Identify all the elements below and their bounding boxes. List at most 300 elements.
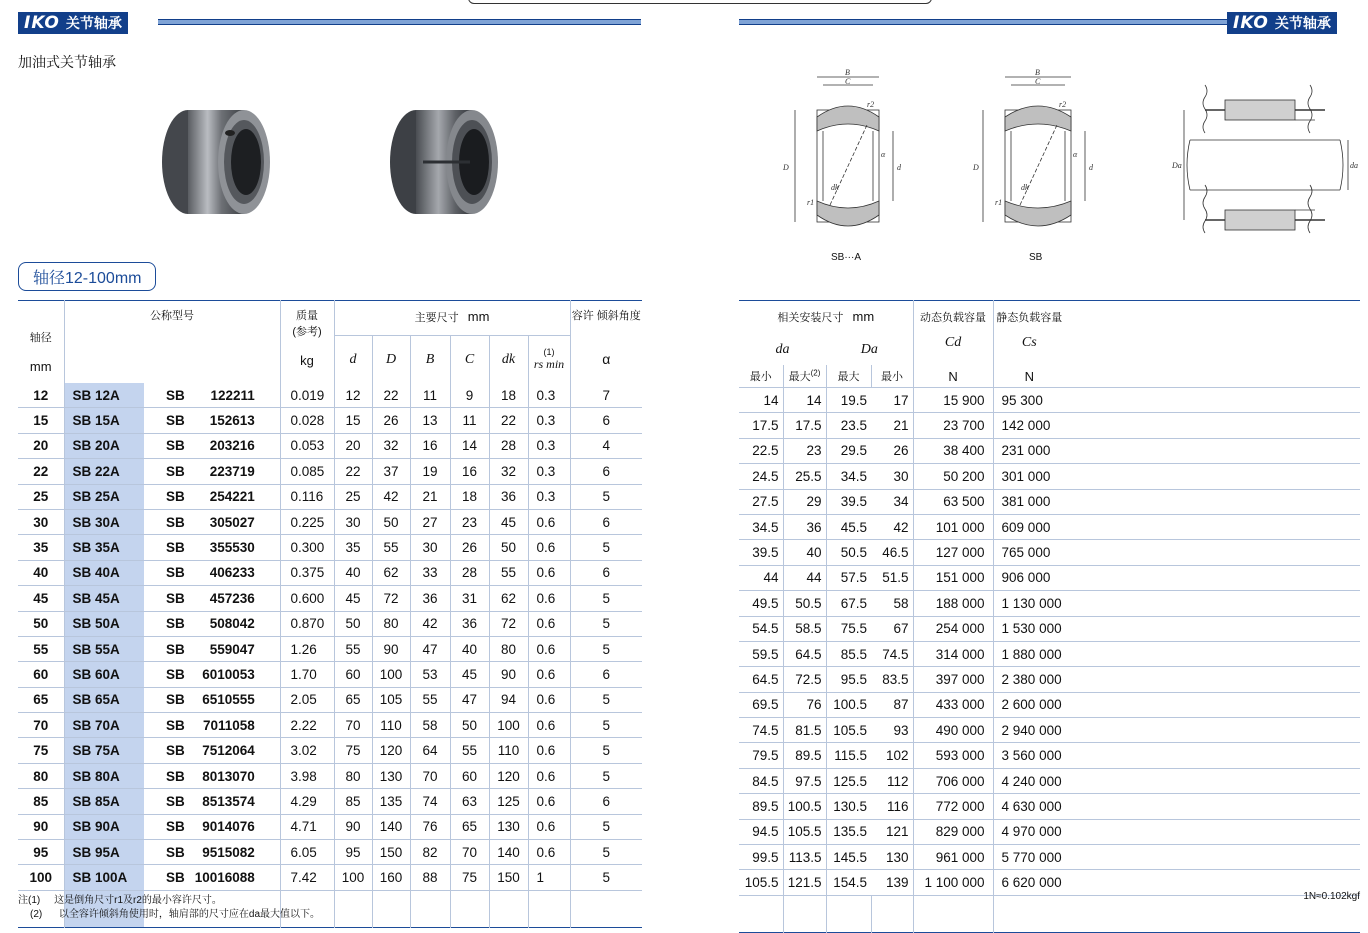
table-cell: 142 000 bbox=[993, 413, 1065, 438]
cell-model-code: 457236 bbox=[209, 590, 255, 606]
cell-model-prefix: SB bbox=[166, 540, 185, 556]
label-D: D bbox=[783, 163, 789, 172]
table-cell: SB 100A bbox=[64, 865, 144, 890]
table-cell: 24.5 bbox=[739, 464, 783, 489]
cell-model-prefix: SB bbox=[166, 666, 185, 682]
table-cell: 301 000 bbox=[993, 464, 1065, 489]
table-cell: 6 bbox=[570, 509, 642, 534]
table-row bbox=[739, 616, 1360, 641]
cell-model-code: 6010053 bbox=[202, 666, 255, 682]
table-cell: 102 bbox=[871, 743, 913, 768]
cell-model-prefix: SB bbox=[166, 463, 185, 479]
table-row bbox=[18, 738, 642, 763]
cell-model-sb bbox=[144, 789, 280, 814]
table-cell: 55 bbox=[372, 535, 410, 560]
table-row bbox=[739, 819, 1360, 844]
table-cell: 1 100 000 bbox=[913, 870, 993, 895]
table-cell: 55 bbox=[334, 636, 372, 661]
h-D: D bbox=[372, 336, 410, 384]
table-cell: 22 bbox=[334, 459, 372, 484]
table-row bbox=[739, 743, 1360, 768]
cell-model-prefix: SB bbox=[166, 870, 185, 886]
table-cell: 593 000 bbox=[913, 743, 993, 768]
header-title: 关节轴承 bbox=[1274, 15, 1331, 31]
shaft-range-label: 轴径12-100mm bbox=[18, 262, 156, 291]
table-cell: 74.5 bbox=[871, 641, 913, 666]
table-cell bbox=[1065, 514, 1360, 539]
top-frame bbox=[468, 0, 932, 4]
table-cell: 0.300 bbox=[280, 535, 334, 560]
table-cell: 40 bbox=[18, 560, 64, 585]
table-cell: 1.26 bbox=[280, 636, 334, 661]
table-cell: 1 bbox=[528, 865, 570, 890]
h-N1: N bbox=[913, 365, 993, 388]
table-row bbox=[18, 433, 642, 458]
table-cell: 0.6 bbox=[528, 636, 570, 661]
label-dk: dk bbox=[831, 183, 839, 192]
table-cell: 50 bbox=[372, 509, 410, 534]
table-cell: 89.5 bbox=[739, 794, 783, 819]
table-row bbox=[18, 687, 642, 712]
table-cell: 0.3 bbox=[528, 383, 570, 408]
table-cell: 135 bbox=[372, 789, 410, 814]
table-cell: 75 bbox=[450, 865, 489, 890]
table-cell: 67.5 bbox=[826, 591, 871, 616]
cell-model-prefix: SB bbox=[166, 768, 185, 784]
table-cell: 37 bbox=[372, 459, 410, 484]
table-cell: 0.6 bbox=[528, 509, 570, 534]
table-cell: 0.6 bbox=[528, 814, 570, 839]
table-cell: 13 bbox=[410, 408, 450, 433]
table-cell: 85.5 bbox=[826, 641, 871, 666]
table-cell: 25 bbox=[334, 484, 372, 509]
table-cell: 22 bbox=[372, 383, 410, 408]
table-cell: 254 000 bbox=[913, 616, 993, 641]
table-row bbox=[739, 514, 1360, 539]
table-cell: 381 000 bbox=[993, 489, 1065, 514]
table-cell: 30 bbox=[334, 509, 372, 534]
table-cell: 5 bbox=[570, 636, 642, 661]
table-cell: 120 bbox=[372, 738, 410, 763]
table-cell: 47 bbox=[410, 636, 450, 661]
table-row bbox=[18, 560, 642, 585]
table-cell: 55 bbox=[18, 636, 64, 661]
header-logo-right bbox=[1227, 12, 1337, 34]
table-cell: 26 bbox=[450, 535, 489, 560]
table-cell: SB 20A bbox=[64, 433, 144, 458]
table-cell: 45.5 bbox=[826, 514, 871, 539]
table-cell bbox=[1065, 718, 1360, 743]
table-cell: 0.019 bbox=[280, 383, 334, 408]
cell-model-prefix: SB bbox=[166, 641, 185, 657]
table-cell: 23 bbox=[783, 438, 826, 463]
table-row bbox=[739, 870, 1360, 895]
table-cell: 3.98 bbox=[280, 763, 334, 788]
table-cell: 1 880 000 bbox=[993, 641, 1065, 666]
unit-conversion: 1N≈0.102kgf bbox=[1303, 891, 1360, 902]
label-B: B bbox=[845, 68, 850, 77]
table-cell: 85 bbox=[18, 789, 64, 814]
table-cell: 62 bbox=[489, 586, 528, 611]
table-cell: 36 bbox=[489, 484, 528, 509]
table-cell: 4 970 000 bbox=[993, 819, 1065, 844]
table-cell: 70 bbox=[410, 763, 450, 788]
label-d: d bbox=[1089, 163, 1093, 172]
h-tilt: 容许 倾斜角度 bbox=[570, 301, 642, 336]
table-cell: 21 bbox=[871, 413, 913, 438]
table-cell: 76 bbox=[783, 692, 826, 717]
h-model: 公称型号 bbox=[64, 301, 280, 336]
table-cell: 55 bbox=[450, 738, 489, 763]
h-alpha: α bbox=[570, 336, 642, 384]
table-cell: 70 bbox=[334, 713, 372, 738]
table-cell: 31 bbox=[450, 586, 489, 611]
table-cell: 27 bbox=[410, 509, 450, 534]
table-cell: SB 55A bbox=[64, 636, 144, 661]
table-cell: 231 000 bbox=[993, 438, 1065, 463]
table-cell: 0.6 bbox=[528, 713, 570, 738]
table-cell: 15 bbox=[18, 408, 64, 433]
table-cell: 79.5 bbox=[739, 743, 783, 768]
table-cell: 4.71 bbox=[280, 814, 334, 839]
table-cell: 82 bbox=[410, 840, 450, 865]
table-cell: 90 bbox=[489, 662, 528, 687]
table-cell: 88 bbox=[410, 865, 450, 890]
table-cell bbox=[1065, 641, 1360, 666]
table-cell: 40 bbox=[783, 540, 826, 565]
table-cell: 0.3 bbox=[528, 408, 570, 433]
label-r2: r2 bbox=[867, 100, 875, 109]
cell-model-sb bbox=[144, 535, 280, 560]
table-cell bbox=[1065, 819, 1360, 844]
table-cell: 5 bbox=[570, 484, 642, 509]
table-cell bbox=[1065, 464, 1360, 489]
table-cell: 46.5 bbox=[871, 540, 913, 565]
right-table-body bbox=[739, 388, 1360, 896]
table-cell: 63 bbox=[450, 789, 489, 814]
table-cell: 0.375 bbox=[280, 560, 334, 585]
table-cell: 42 bbox=[372, 484, 410, 509]
cell-model-code: 7512064 bbox=[202, 743, 255, 759]
h-min: 最小 bbox=[749, 371, 772, 383]
table-cell: 15 bbox=[334, 408, 372, 433]
table-cell: 36 bbox=[783, 514, 826, 539]
table-row bbox=[739, 388, 1360, 413]
table-cell: 60 bbox=[450, 763, 489, 788]
cell-model-prefix: SB bbox=[166, 489, 185, 505]
table-cell: 5 bbox=[570, 687, 642, 712]
table-cell: 81.5 bbox=[783, 718, 826, 743]
label-r2: r2 bbox=[1059, 100, 1067, 109]
table-cell: 53 bbox=[410, 662, 450, 687]
h-Cd: Cd bbox=[913, 335, 993, 365]
header-title: 关节轴承 bbox=[65, 15, 122, 31]
table-row bbox=[18, 814, 642, 839]
table-cell: 0.116 bbox=[280, 484, 334, 509]
table-cell: 127 000 bbox=[913, 540, 993, 565]
table-cell: 0.053 bbox=[280, 433, 334, 458]
table-cell: 9 bbox=[450, 383, 489, 408]
cell-model-prefix: SB bbox=[166, 717, 185, 733]
cell-model-code: 508042 bbox=[209, 616, 255, 632]
table-cell: 69.5 bbox=[739, 692, 783, 717]
table-cell: 0.6 bbox=[528, 763, 570, 788]
table-cell bbox=[1065, 388, 1360, 413]
table-cell: 1 530 000 bbox=[993, 616, 1065, 641]
table-cell: 112 bbox=[871, 768, 913, 793]
table-cell: 5 770 000 bbox=[993, 845, 1065, 870]
table-cell: 188 000 bbox=[913, 591, 993, 616]
h-mass: 质量 (参考) kg bbox=[280, 301, 334, 384]
cell-model-sb bbox=[144, 840, 280, 865]
cell-model-code: 559047 bbox=[209, 641, 255, 657]
cell-model-code: 7011058 bbox=[202, 717, 255, 733]
drawing-sb bbox=[965, 65, 1105, 240]
h-d: d bbox=[334, 336, 372, 384]
table-cell: 40 bbox=[334, 560, 372, 585]
table-cell: 44 bbox=[739, 565, 783, 590]
cell-model-prefix: SB bbox=[166, 844, 185, 860]
cell-model-sb bbox=[144, 713, 280, 738]
h-N2: N bbox=[993, 365, 1065, 388]
table-cell: 115.5 bbox=[826, 743, 871, 768]
table-row bbox=[18, 662, 642, 687]
table-cell: 1 130 000 bbox=[993, 591, 1065, 616]
cell-model-sb bbox=[144, 484, 280, 509]
table-row bbox=[18, 586, 642, 611]
table-cell: 35 bbox=[18, 535, 64, 560]
table-cell: 50.5 bbox=[826, 540, 871, 565]
table-cell: 0.6 bbox=[528, 535, 570, 560]
table-cell: 36 bbox=[450, 611, 489, 636]
cell-model-sb bbox=[144, 509, 280, 534]
table-cell: 72 bbox=[489, 611, 528, 636]
table-cell: 0.6 bbox=[528, 738, 570, 763]
cell-model-code: 122211 bbox=[210, 387, 255, 403]
table-cell: 80 bbox=[489, 636, 528, 661]
table-cell: 60 bbox=[334, 662, 372, 687]
table-cell: 5 bbox=[570, 713, 642, 738]
table-row bbox=[739, 641, 1360, 666]
table-cell: 44 bbox=[783, 565, 826, 590]
table-cell: 65 bbox=[334, 687, 372, 712]
table-cell: 26 bbox=[372, 408, 410, 433]
table-cell: SB 22A bbox=[64, 459, 144, 484]
table-cell: 19 bbox=[410, 459, 450, 484]
table-cell: 14 bbox=[450, 433, 489, 458]
table-cell: 84.5 bbox=[739, 768, 783, 793]
table-cell: SB 30A bbox=[64, 509, 144, 534]
table-cell: 38 400 bbox=[913, 438, 993, 463]
table-cell: 0.6 bbox=[528, 586, 570, 611]
table-cell: 100 bbox=[372, 662, 410, 687]
table-cell: 27.5 bbox=[739, 489, 783, 514]
table-cell: 95 bbox=[18, 840, 64, 865]
h-min2: 最小 bbox=[871, 365, 913, 388]
drawing-sb-a bbox=[775, 65, 915, 240]
table-cell bbox=[1065, 591, 1360, 616]
table-cell: 314 000 bbox=[913, 641, 993, 666]
table-cell: 22 bbox=[18, 459, 64, 484]
table-cell: 34 bbox=[871, 489, 913, 514]
cell-model-code: 203216 bbox=[209, 438, 255, 454]
h-rs: (1) rs min bbox=[528, 336, 570, 384]
label-C: C bbox=[845, 77, 851, 86]
drawing-mounting bbox=[1170, 80, 1360, 250]
table-cell: 33 bbox=[410, 560, 450, 585]
table-row bbox=[739, 845, 1360, 870]
h-stat: 静态负载容量 bbox=[993, 301, 1065, 336]
table-cell: 20 bbox=[18, 433, 64, 458]
table-cell: 5 bbox=[570, 763, 642, 788]
table-cell: 490 000 bbox=[913, 718, 993, 743]
cell-model-sb bbox=[144, 763, 280, 788]
table-cell: 65 bbox=[450, 814, 489, 839]
label-alpha: α bbox=[1073, 150, 1078, 159]
table-cell: 100 bbox=[334, 865, 372, 890]
table-cell: 0.6 bbox=[528, 840, 570, 865]
left-spec-table bbox=[18, 300, 642, 928]
table-cell: 150 bbox=[372, 840, 410, 865]
table-cell: 51.5 bbox=[871, 565, 913, 590]
table-cell: 16 bbox=[450, 459, 489, 484]
table-cell bbox=[1065, 489, 1360, 514]
table-cell bbox=[1065, 692, 1360, 717]
table-cell: 22.5 bbox=[739, 438, 783, 463]
h-Da: Da bbox=[860, 342, 878, 357]
table-cell: 105 bbox=[372, 687, 410, 712]
table-cell: 42 bbox=[871, 514, 913, 539]
table-cell: 64.5 bbox=[739, 667, 783, 692]
table-cell: 72.5 bbox=[783, 667, 826, 692]
table-cell: 47 bbox=[450, 687, 489, 712]
table-cell: 23.5 bbox=[826, 413, 871, 438]
table-cell: 0.085 bbox=[280, 459, 334, 484]
table-cell: 34.5 bbox=[739, 514, 783, 539]
cell-model-code: 254221 bbox=[209, 489, 255, 505]
table-row bbox=[739, 794, 1360, 819]
table-cell: 3.02 bbox=[280, 738, 334, 763]
table-cell: 160 bbox=[372, 865, 410, 890]
note-1: 注(1) 这是倒角尺寸r1及r2的最小容许尺寸。 bbox=[18, 895, 222, 906]
table-cell: 110 bbox=[489, 738, 528, 763]
table-row bbox=[18, 408, 642, 433]
table-cell: 65 bbox=[18, 687, 64, 712]
table-cell: 5 bbox=[570, 611, 642, 636]
cell-model-sb bbox=[144, 611, 280, 636]
table-cell: 130.5 bbox=[826, 794, 871, 819]
cell-model-prefix: SB bbox=[166, 616, 185, 632]
cell-model-sb bbox=[144, 865, 280, 890]
table-cell: 121 bbox=[871, 819, 913, 844]
table-cell: 6 bbox=[570, 459, 642, 484]
table-cell: 29 bbox=[783, 489, 826, 514]
h-max: 最大 bbox=[826, 365, 871, 388]
table-cell: 961 000 bbox=[913, 845, 993, 870]
table-cell: 906 000 bbox=[993, 565, 1065, 590]
table-cell: 25 bbox=[18, 484, 64, 509]
table-cell: 0.3 bbox=[528, 484, 570, 509]
h-dyn: 动态负载容量 bbox=[913, 301, 993, 336]
table-cell: 100 bbox=[489, 713, 528, 738]
table-cell: SB 12A bbox=[64, 383, 144, 408]
table-cell: 58 bbox=[410, 713, 450, 738]
table-cell: 22 bbox=[489, 408, 528, 433]
table-row bbox=[18, 636, 642, 661]
cell-model-prefix: SB bbox=[166, 590, 185, 606]
cell-model-prefix: SB bbox=[166, 514, 185, 530]
table-cell: 75.5 bbox=[826, 616, 871, 641]
table-cell: 80 bbox=[18, 763, 64, 788]
table-cell: 50 bbox=[18, 611, 64, 636]
table-cell: 85 bbox=[334, 789, 372, 814]
table-cell: 19.5 bbox=[826, 388, 871, 413]
table-cell: 11 bbox=[450, 408, 489, 433]
table-cell: 62 bbox=[372, 560, 410, 585]
table-cell: 6.05 bbox=[280, 840, 334, 865]
table-cell: 29.5 bbox=[826, 438, 871, 463]
table-cell bbox=[1065, 743, 1360, 768]
table-cell: 2.22 bbox=[280, 713, 334, 738]
table-cell bbox=[1065, 413, 1360, 438]
table-cell: 34.5 bbox=[826, 464, 871, 489]
table-cell: 28 bbox=[489, 433, 528, 458]
table-cell: SB 80A bbox=[64, 763, 144, 788]
table-cell: 100 bbox=[18, 865, 64, 890]
table-cell: 150 bbox=[489, 865, 528, 890]
label-B: B bbox=[1035, 68, 1040, 77]
table-cell: 0.028 bbox=[280, 408, 334, 433]
label-alpha: α bbox=[881, 150, 886, 159]
table-cell: 0.6 bbox=[528, 789, 570, 814]
cell-model-code: 8513574 bbox=[202, 793, 255, 809]
table-cell: 130 bbox=[489, 814, 528, 839]
page-subtitle: 加油式关节轴承 bbox=[18, 54, 116, 70]
table-cell: 829 000 bbox=[913, 819, 993, 844]
brand-logo: IKO bbox=[24, 13, 60, 33]
cell-model-sb bbox=[144, 586, 280, 611]
table-row bbox=[18, 865, 642, 890]
table-cell: 12 bbox=[18, 383, 64, 408]
table-row bbox=[18, 535, 642, 560]
table-cell: 765 000 bbox=[993, 540, 1065, 565]
cell-model-sb bbox=[144, 560, 280, 585]
h-max2: 最大$^{(2)}$ bbox=[783, 365, 826, 388]
table-cell: 74 bbox=[410, 789, 450, 814]
table-cell: 17 bbox=[871, 388, 913, 413]
table-cell: 18 bbox=[489, 383, 528, 408]
table-cell: 35 bbox=[334, 535, 372, 560]
label-da: da bbox=[1350, 161, 1358, 170]
table-cell: 21 bbox=[410, 484, 450, 509]
table-cell: SB 50A bbox=[64, 611, 144, 636]
table-cell: 140 bbox=[489, 840, 528, 865]
table-cell: 105.5 bbox=[739, 870, 783, 895]
table-cell: 18 bbox=[450, 484, 489, 509]
h-B: B bbox=[410, 336, 450, 384]
table-cell: 32 bbox=[372, 433, 410, 458]
table-cell: 57.5 bbox=[826, 565, 871, 590]
table-cell: 39.5 bbox=[826, 489, 871, 514]
table-cell: 95.5 bbox=[826, 667, 871, 692]
table-cell: 4 240 000 bbox=[993, 768, 1065, 793]
cell-model-sb bbox=[144, 738, 280, 763]
table-row bbox=[18, 840, 642, 865]
cell-model-sb bbox=[144, 636, 280, 661]
table-row bbox=[18, 484, 642, 509]
table-cell: 97.5 bbox=[783, 768, 826, 793]
bearing-photo-b bbox=[378, 105, 508, 220]
